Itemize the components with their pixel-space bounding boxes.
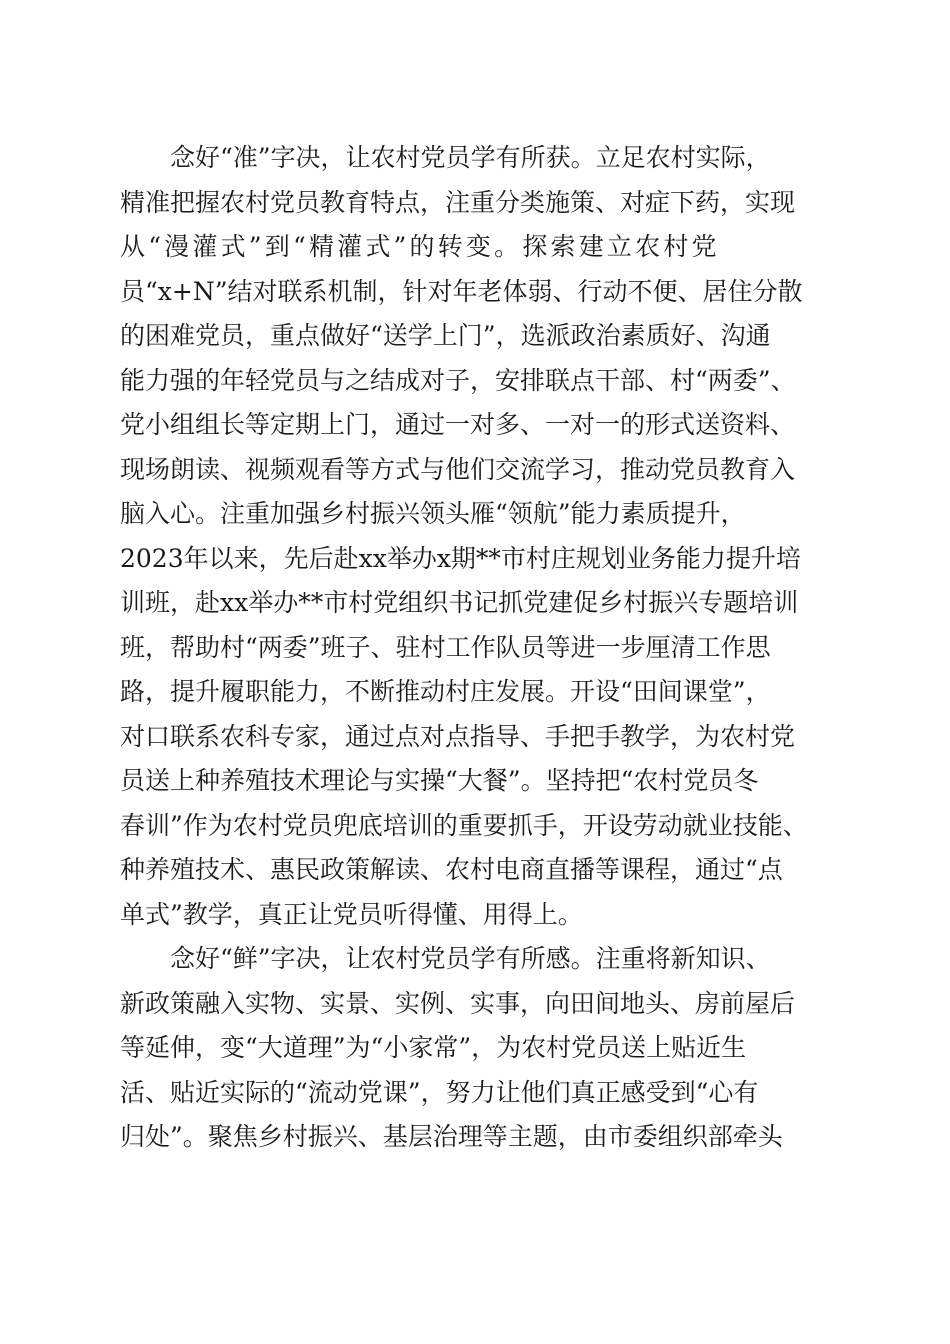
paragraph-line: 念好“准”字决，让农村党员学有所获。立足农村实际，: [170, 143, 771, 172]
paragraph-line: 训班，赴xx举办**市村党组织书记抓党建促乡村振兴专题培训: [120, 588, 799, 617]
paragraph-line: 员“x+N”结对联系机制，针对年老体弱、行动不便、居住分散: [120, 276, 803, 306]
paragraph-line: 等延伸，变“大道理”为“小家常”，为农村党员送上贴近生: [120, 1033, 747, 1062]
paragraph-line: 现场朗读、视频观看等方式与他们交流学习，推动党员教育入: [120, 454, 796, 484]
paragraph-line: 活、贴近实际的“流动党课”，努力让他们真正感受到“心有: [120, 1077, 759, 1107]
paragraph-1: [120, 136, 840, 937]
paragraph-line: 新政策融入实物、实景、实例、实事，向田间地头、房前屋后: [120, 988, 796, 1018]
paragraph-line: 员送上种养殖技术理论与实操“大餐”。坚持把“农村党员冬: [120, 766, 759, 795]
paragraph-line: 能力强的年轻党员与之结成对子，安排联点干部、村“两委”、: [120, 365, 796, 395]
paragraph-line: 党小组组长等定期上门，通过一对多、一对一的形式送资料、: [120, 410, 796, 439]
paragraph-line: 班，帮助村“两委”班子、驻村工作队员等进一步厘清工作思: [120, 632, 771, 662]
paragraph-line: 路，提升履职能力，不断推动村庄发展。开设“田间课堂”，: [120, 677, 771, 706]
paragraph-line: 种养殖技术、惠民政策解读、农村电商直播等课程，通过“点: [120, 855, 783, 884]
paragraph-line: 单式”教学，真正让党员听得懂、用得上。: [120, 899, 583, 929]
paragraph-line: 从“漫灌式”到“精灌式”的转变。探索建立农村党: [120, 232, 720, 261]
body-text: [120, 136, 840, 1160]
paragraph-line: 对口联系农科专家，通过点对点指导、手把手教学，为农村党: [120, 721, 796, 751]
paragraph-line: 归处”。聚焦乡村振兴、基层治理等主题，由市委组织部牵头: [120, 1122, 783, 1151]
paragraph-line: 精准把握农村党员教育特点，注重分类施策、对症下药，实现: [120, 187, 796, 217]
paragraph-line: 春训”作为农村党员兜底培训的重要抓手，开设劳动就业技能、: [120, 810, 808, 840]
paragraph-line: 的困难党员，重点做好“送学上门”，选派政治素质好、沟通: [120, 321, 771, 350]
paragraph-line: 念好“鲜”字决，让农村党员学有所感。注重将新知识、: [170, 944, 771, 973]
paragraph-2: [120, 937, 840, 1160]
paragraph-line: 脑入心。注重加强乡村振兴领头雁“领航”能力素质提升，: [120, 499, 746, 528]
paragraph-line: 2023年以来，先后赴xx举办x期**市村庄规划业务能力提升培: [120, 543, 801, 573]
